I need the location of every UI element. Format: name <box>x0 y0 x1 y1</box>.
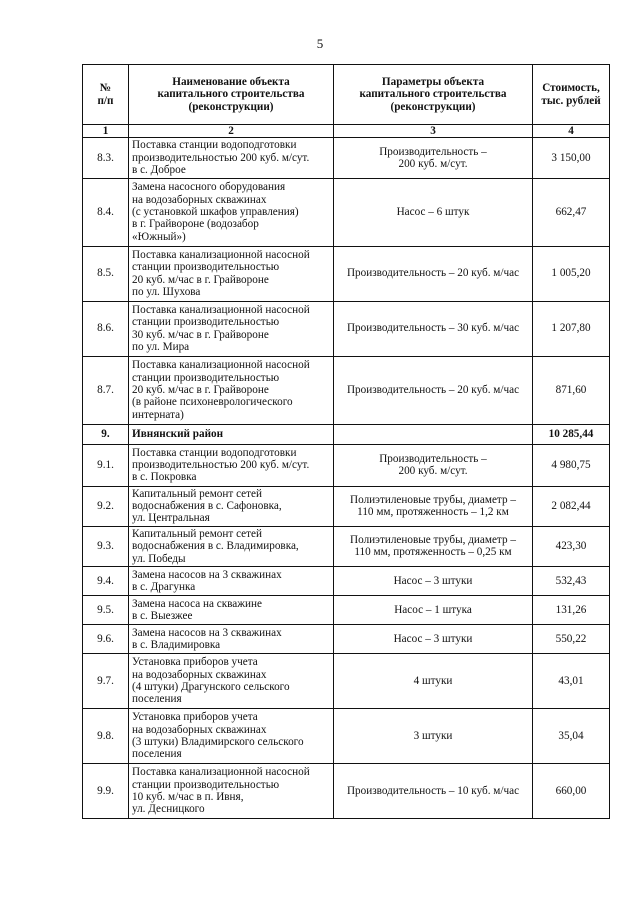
object-params: Полиэтиленовые трубы, диаметр – 110 мм, протяженность – 1,2 км <box>334 486 533 526</box>
object-params: Производительность – 20 куб. м/час <box>334 356 533 424</box>
object-name: Установка приборов учета на водозаборных скважинах (3 штуки) Владимирского сельского поселения <box>129 709 334 764</box>
column-number: 1 <box>83 125 129 138</box>
object-params: Насос – 3 штуки <box>334 567 533 596</box>
object-name: Установка приборов учета на водозаборных скважинах (4 штуки) Драгунского сельского поселения <box>129 654 334 709</box>
row-number: 9.5. <box>83 596 129 625</box>
page-number: 5 <box>316 36 324 51</box>
object-params: 3 штуки <box>334 709 533 764</box>
row-number: 8.5. <box>83 246 129 301</box>
table-row <box>83 486 610 526</box>
table-body <box>83 138 610 819</box>
object-name: Замена насоса на скважине в с. Выезжее <box>129 596 334 625</box>
object-params: Производительность – 20 куб. м/час <box>334 246 533 301</box>
object-params: Производительность – 10 куб. м/час <box>334 764 533 819</box>
column-number: 4 <box>533 125 610 138</box>
object-params <box>334 424 533 444</box>
object-name: Ивнянский район <box>129 424 334 444</box>
column-number: 2 <box>129 125 334 138</box>
row-number: 9.4. <box>83 567 129 596</box>
row-number: 9.8. <box>83 709 129 764</box>
object-name: Поставка канализационной насосной станции производительностью 20 куб. м/час в г. Грайвороне (в районе психоневрологического интерната) <box>129 356 334 424</box>
table-row <box>83 709 610 764</box>
object-cost: 550,22 <box>533 625 610 654</box>
table-row <box>83 138 610 178</box>
object-cost: 662,47 <box>533 178 610 246</box>
object-params: Насос – 3 штуки <box>334 625 533 654</box>
object-name: Замена насосов на 3 скважинах в с. Драгунка <box>129 567 334 596</box>
table-row <box>83 596 610 625</box>
object-cost: 2 082,44 <box>533 486 610 526</box>
object-params: 4 штуки <box>334 654 533 709</box>
object-params: Производительность – 200 куб. м/сут. <box>334 444 533 486</box>
object-cost: 10 285,44 <box>533 424 610 444</box>
table-header-row <box>83 65 610 125</box>
object-cost: 660,00 <box>533 764 610 819</box>
row-number: 8.7. <box>83 356 129 424</box>
row-number: 9. <box>83 424 129 444</box>
section-row <box>83 424 610 444</box>
object-name: Замена насосов на 3 скважинах в с. Владимировка <box>129 625 334 654</box>
table-row <box>83 444 610 486</box>
object-name: Поставка станции водоподготовки производительностью 200 куб. м/сут. в с. Покровка <box>129 444 334 486</box>
object-cost: 3 150,00 <box>533 138 610 178</box>
row-number: 8.4. <box>83 178 129 246</box>
row-number: 9.9. <box>83 764 129 819</box>
object-cost: 423,30 <box>533 526 610 566</box>
table-row <box>83 625 610 654</box>
table-row <box>83 356 610 424</box>
object-params: Насос – 6 штук <box>334 178 533 246</box>
capital-construction-table <box>82 64 610 819</box>
row-number: 9.3. <box>83 526 129 566</box>
column-number-row <box>83 125 610 138</box>
header-cost: Стоимость, тыс. рублей <box>533 65 610 125</box>
table-row <box>83 654 610 709</box>
object-cost: 532,43 <box>533 567 610 596</box>
table-row <box>83 526 610 566</box>
table-row <box>83 567 610 596</box>
object-cost: 4 980,75 <box>533 444 610 486</box>
object-cost: 35,04 <box>533 709 610 764</box>
object-params: Производительность – 30 куб. м/час <box>334 301 533 356</box>
object-name: Поставка канализационной насосной станции производительностью 20 куб. м/час в г. Грайвороне по ул. Шухова <box>129 246 334 301</box>
table-row <box>83 764 610 819</box>
object-cost: 871,60 <box>533 356 610 424</box>
object-cost: 1 005,20 <box>533 246 610 301</box>
object-params: Насос – 1 штука <box>334 596 533 625</box>
object-params: Полиэтиленовые трубы, диаметр – 110 мм, протяженность – 0,25 км <box>334 526 533 566</box>
object-name: Поставка канализационной насосной станции производительностью 10 куб. м/час в п. Ивня, ул. Десницкого <box>129 764 334 819</box>
object-name: Капитальный ремонт сетей водоснабжения в с. Владимировка, ул. Победы <box>129 526 334 566</box>
row-number: 9.1. <box>83 444 129 486</box>
object-name: Замена насосного оборудования на водозаборных скважинах (с установкой шкафов управления) в г. Грайвороне (водозабор «Южный») <box>129 178 334 246</box>
header-num: № п/п <box>83 65 129 125</box>
header-object-params: Параметры объекта капитального строительства (реконструкции) <box>334 65 533 125</box>
object-cost: 131,26 <box>533 596 610 625</box>
row-number: 8.6. <box>83 301 129 356</box>
object-name: Поставка канализационной насосной станции производительностью 30 куб. м/час в г. Грайвороне по ул. Мира <box>129 301 334 356</box>
table-row <box>83 178 610 246</box>
object-cost: 43,01 <box>533 654 610 709</box>
object-name: Капитальный ремонт сетей водоснабжения в с. Сафоновка, ул. Центральная <box>129 486 334 526</box>
row-number: 9.6. <box>83 625 129 654</box>
table-row <box>83 246 610 301</box>
object-params: Производительность – 200 куб. м/сут. <box>334 138 533 178</box>
object-name: Поставка станции водоподготовки производительностью 200 куб. м/сут. в с. Доброе <box>129 138 334 178</box>
row-number: 9.2. <box>83 486 129 526</box>
row-number: 9.7. <box>83 654 129 709</box>
header-object-name: Наименование объекта капитального строительства (реконструкции) <box>129 65 334 125</box>
row-number: 8.3. <box>83 138 129 178</box>
object-cost: 1 207,80 <box>533 301 610 356</box>
column-number: 3 <box>334 125 533 138</box>
table-row <box>83 301 610 356</box>
